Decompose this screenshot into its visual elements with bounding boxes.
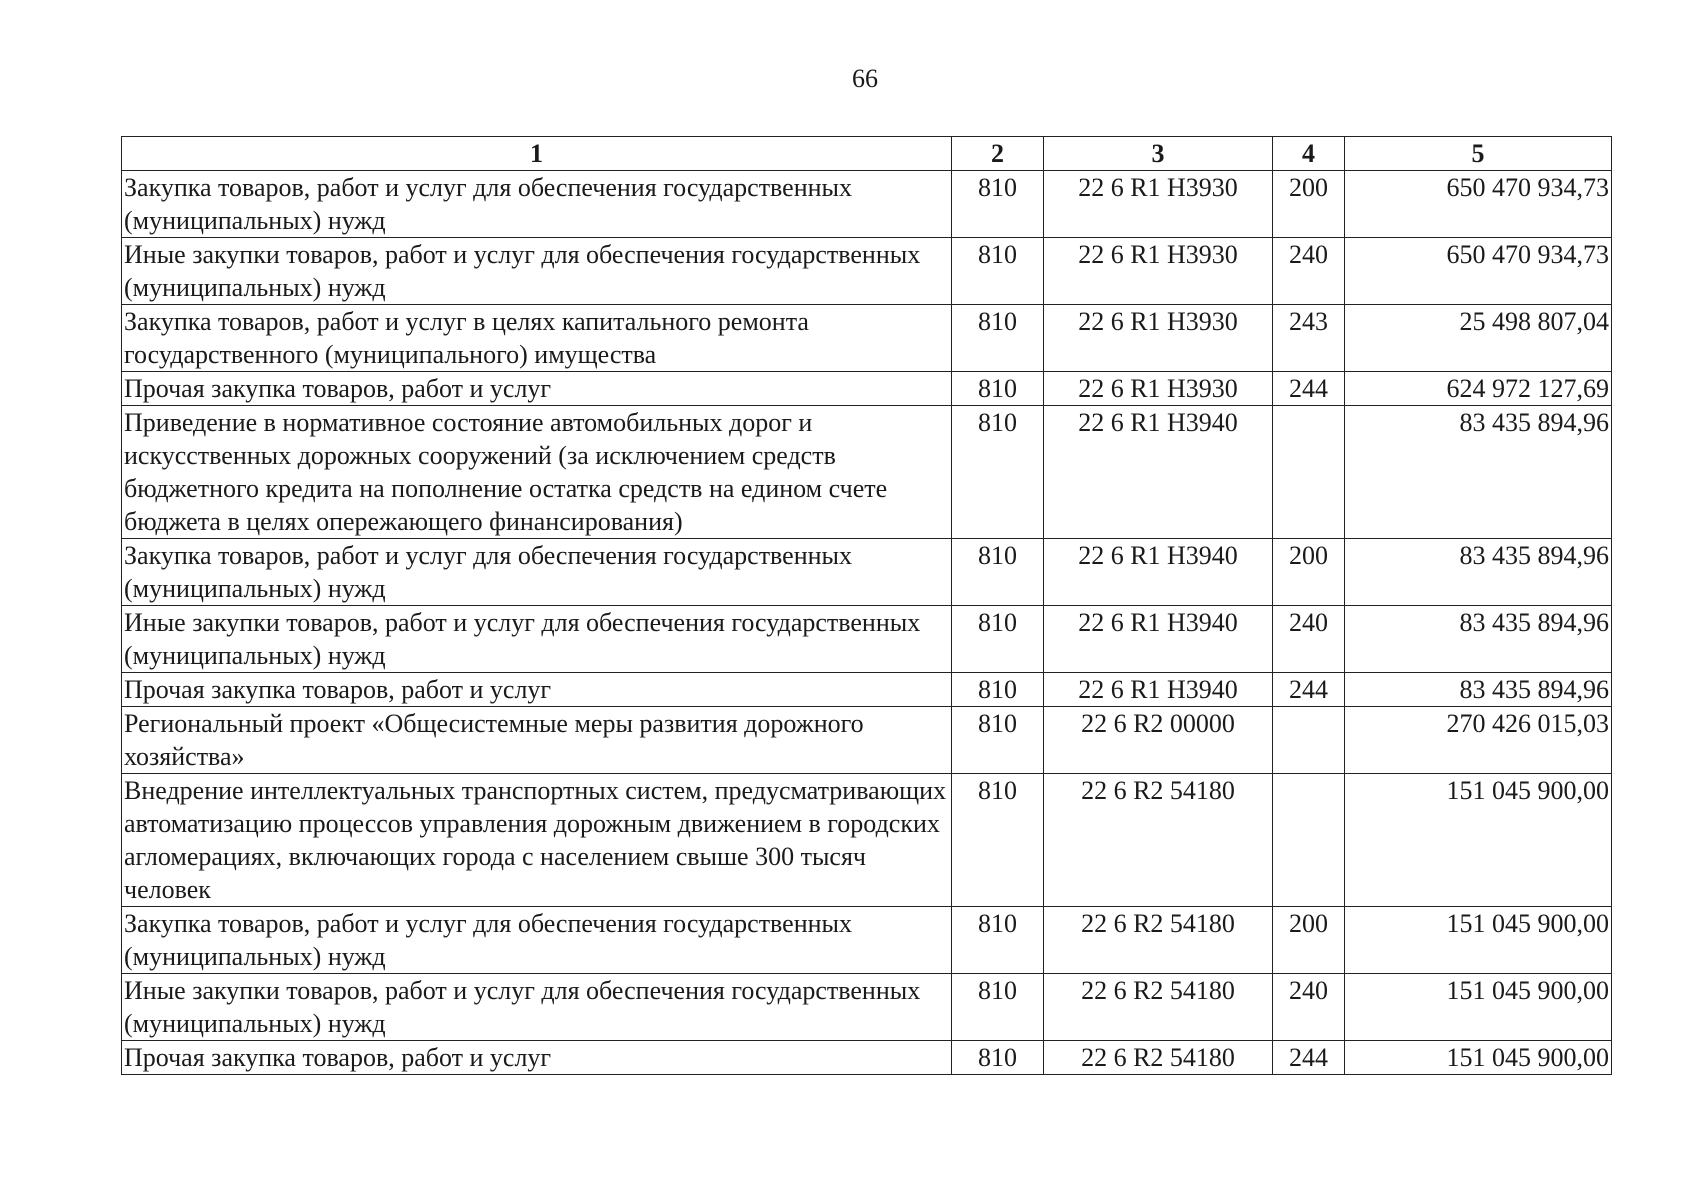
header-row xyxy=(122,137,1612,171)
row-vr-cell: 244 xyxy=(1273,372,1345,406)
row-vr-cell: 200 xyxy=(1273,539,1345,606)
row-vr-cell xyxy=(1273,707,1345,774)
table-row xyxy=(122,673,1612,707)
row-vr-cell xyxy=(1273,774,1345,907)
row-ved-cell: 810 xyxy=(952,1041,1044,1075)
row-csr-cell: 22 6 R1 Н3940 xyxy=(1044,539,1273,606)
table-row xyxy=(122,1041,1612,1075)
row-ved-cell: 810 xyxy=(952,171,1044,238)
row-sum-cell: 650 470 934,73 xyxy=(1345,171,1612,238)
row-name-cell: Прочая закупка товаров, работ и услуг xyxy=(122,1041,952,1075)
row-vr-cell: 243 xyxy=(1273,305,1345,372)
row-vr-cell: 200 xyxy=(1273,171,1345,238)
row-ved-cell: 810 xyxy=(952,372,1044,406)
page-number: 66 xyxy=(852,64,878,93)
row-ved-cell: 810 xyxy=(952,305,1044,372)
row-ved-cell: 810 xyxy=(952,606,1044,673)
row-name-cell: Прочая закупка товаров, работ и услуг xyxy=(122,673,952,707)
row-csr-cell: 22 6 R2 54180 xyxy=(1044,907,1273,974)
row-vr-cell: 244 xyxy=(1273,1041,1345,1075)
row-name-cell: Закупка товаров, работ и услуг для обеспечения государственных (муниципальных) нужд xyxy=(122,907,952,974)
row-vr-cell: 244 xyxy=(1273,673,1345,707)
row-sum-cell: 270 426 015,03 xyxy=(1345,707,1612,774)
row-name-cell: Прочая закупка товаров, работ и услуг xyxy=(122,372,952,406)
header-col-4: 4 xyxy=(1273,137,1345,171)
row-sum-cell: 151 045 900,00 xyxy=(1345,907,1612,974)
row-csr-cell: 22 6 R1 Н3930 xyxy=(1044,305,1273,372)
row-sum-cell: 151 045 900,00 xyxy=(1345,774,1612,907)
row-csr-cell: 22 6 R2 00000 xyxy=(1044,707,1273,774)
header-col-3: 3 xyxy=(1044,137,1273,171)
row-name-cell: Иные закупки товаров, работ и услуг для обеспечения государственных (муниципальных) нужд xyxy=(122,238,952,305)
row-name-cell: Внедрение интеллектуальных транспортных систем, предусматривающих автоматизацию процессов управления дорожным движением в городских агломерациях, включающих города с населением свыше 300 тысяч человек xyxy=(122,774,952,907)
row-name-cell: Приведение в нормативное состояние автомобильных дорог и искусственных дорожных сооружений (за исключением средств бюджетного кредита на пополнение остатка средств на едином счете бюджета в целях опережающего финансирования) xyxy=(122,406,952,539)
row-ved-cell: 810 xyxy=(952,673,1044,707)
row-name-cell: Закупка товаров, работ и услуг в целях капитального ремонта государственного (муниципального) имущества xyxy=(122,305,952,372)
row-csr-cell: 22 6 R1 Н3940 xyxy=(1044,673,1273,707)
row-sum-cell: 151 045 900,00 xyxy=(1345,974,1612,1041)
row-ved-cell: 810 xyxy=(952,238,1044,305)
row-ved-cell: 810 xyxy=(952,974,1044,1041)
row-sum-cell: 25 498 807,04 xyxy=(1345,305,1612,372)
table-row xyxy=(122,774,1612,907)
row-vr-cell: 240 xyxy=(1273,238,1345,305)
row-csr-cell: 22 6 R1 Н3940 xyxy=(1044,606,1273,673)
header-col-5: 5 xyxy=(1345,137,1612,171)
row-csr-cell: 22 6 R2 54180 xyxy=(1044,974,1273,1041)
header-col-1: 1 xyxy=(122,137,952,171)
row-sum-cell: 151 045 900,00 xyxy=(1345,1041,1612,1075)
table-row xyxy=(122,707,1612,774)
row-vr-cell: 200 xyxy=(1273,907,1345,974)
row-sum-cell: 650 470 934,73 xyxy=(1345,238,1612,305)
row-sum-cell: 624 972 127,69 xyxy=(1345,372,1612,406)
table-row xyxy=(122,171,1612,238)
row-name-cell: Закупка товаров, работ и услуг для обеспечения государственных (муниципальных) нужд xyxy=(122,539,952,606)
row-sum-cell: 83 435 894,96 xyxy=(1345,673,1612,707)
header-col-2: 2 xyxy=(952,137,1044,171)
row-sum-cell: 83 435 894,96 xyxy=(1345,406,1612,539)
row-ved-cell: 810 xyxy=(952,707,1044,774)
table-row xyxy=(122,305,1612,372)
row-name-cell: Закупка товаров, работ и услуг для обеспечения государственных (муниципальных) нужд xyxy=(122,171,952,238)
row-csr-cell: 22 6 R2 54180 xyxy=(1044,1041,1273,1075)
table-row xyxy=(122,539,1612,606)
row-name-cell: Иные закупки товаров, работ и услуг для обеспечения государственных (муниципальных) нужд xyxy=(122,974,952,1041)
row-name-cell: Региональный проект «Общесистемные меры развития дорожного хозяйства» xyxy=(122,707,952,774)
table-row xyxy=(122,606,1612,673)
table-row xyxy=(122,372,1612,406)
table-row xyxy=(122,974,1612,1041)
row-ved-cell: 810 xyxy=(952,406,1044,539)
row-csr-cell: 22 6 R1 Н3930 xyxy=(1044,238,1273,305)
table-row xyxy=(122,907,1612,974)
row-ved-cell: 810 xyxy=(952,774,1044,907)
row-ved-cell: 810 xyxy=(952,907,1044,974)
row-ved-cell: 810 xyxy=(952,539,1044,606)
table-row xyxy=(122,238,1612,305)
row-sum-cell: 83 435 894,96 xyxy=(1345,539,1612,606)
row-sum-cell: 83 435 894,96 xyxy=(1345,606,1612,673)
row-vr-cell xyxy=(1273,406,1345,539)
row-vr-cell: 240 xyxy=(1273,974,1345,1041)
row-csr-cell: 22 6 R1 Н3940 xyxy=(1044,406,1273,539)
row-csr-cell: 22 6 R1 Н3930 xyxy=(1044,171,1273,238)
row-csr-cell: 22 6 R1 Н3930 xyxy=(1044,372,1273,406)
table-body xyxy=(122,171,1612,1075)
row-name-cell: Иные закупки товаров, работ и услуг для обеспечения государственных (муниципальных) нужд xyxy=(122,606,952,673)
row-vr-cell: 240 xyxy=(1273,606,1345,673)
budget-table xyxy=(121,136,1612,1075)
table-row xyxy=(122,406,1612,539)
row-csr-cell: 22 6 R2 54180 xyxy=(1044,774,1273,907)
